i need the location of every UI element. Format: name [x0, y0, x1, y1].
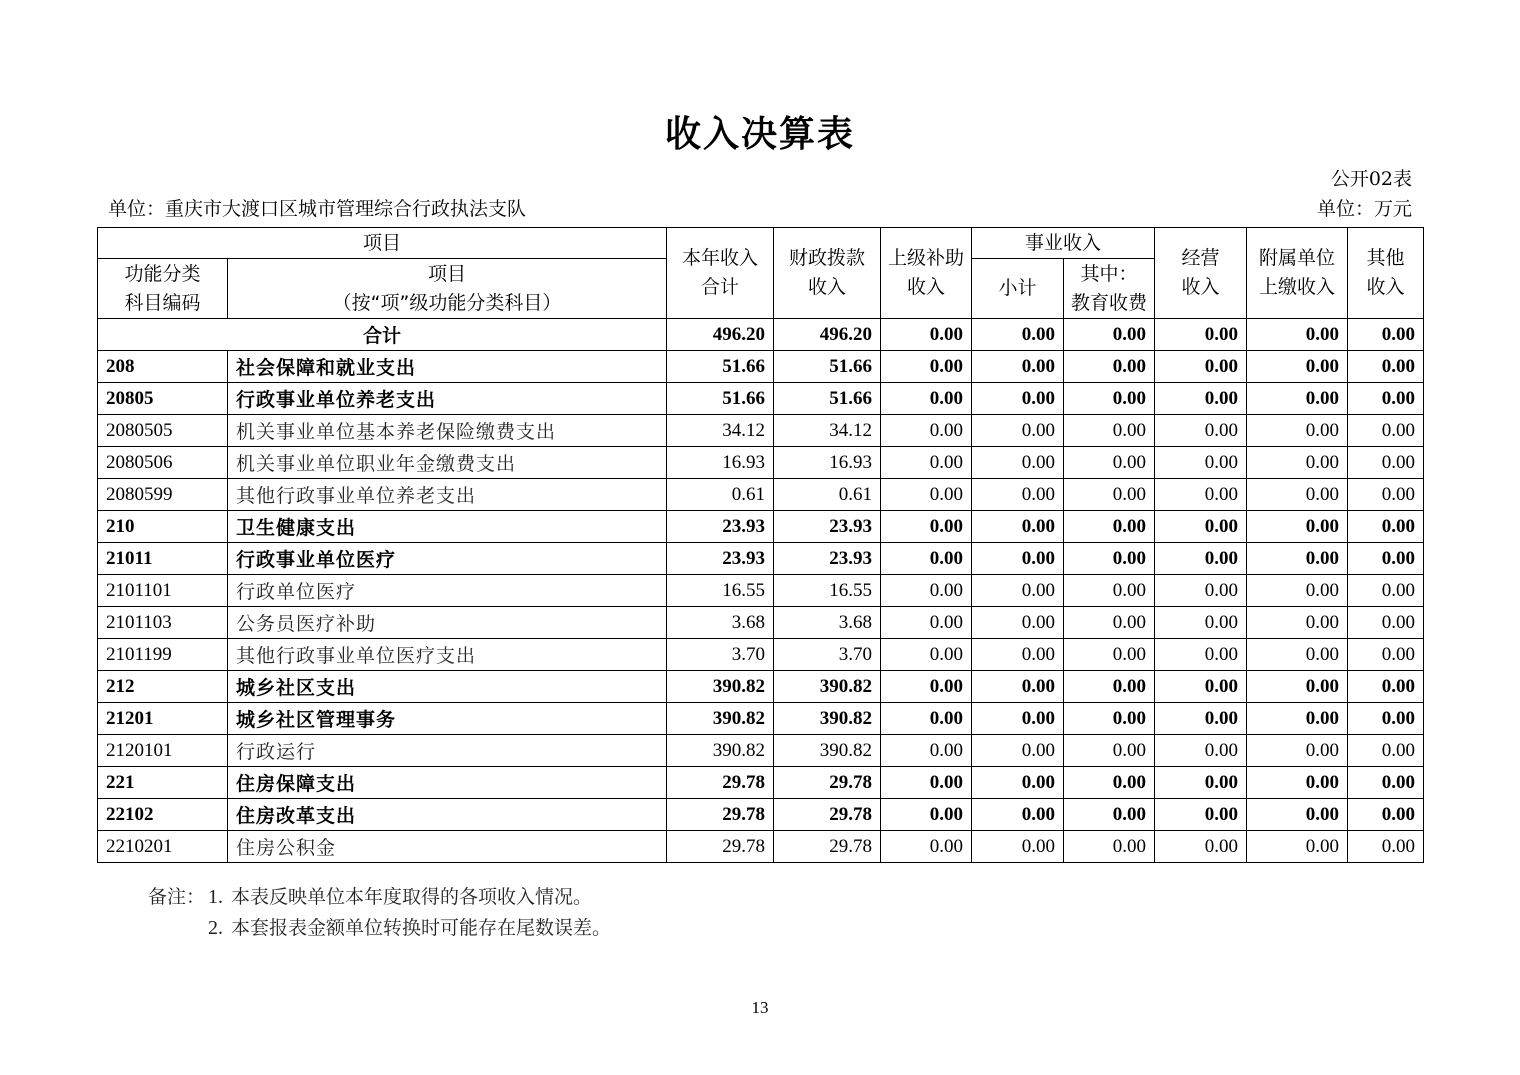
row-value: 0.00: [1247, 479, 1348, 511]
row-value: 0.00: [1247, 767, 1348, 799]
row-value: 0.00: [881, 351, 972, 383]
row-value: 0.00: [1247, 351, 1348, 383]
row-value: 0.00: [1155, 351, 1247, 383]
row-value: 0.00: [1064, 735, 1155, 767]
row-value: 0.00: [972, 799, 1064, 831]
reporting-unit: 单位：重庆市大渡口区城市管理综合行政执法支队: [108, 198, 527, 220]
row-value: 0.00: [1348, 671, 1424, 703]
row-code: 21201: [98, 703, 228, 735]
row-name: 社会保障和就业支出: [228, 351, 667, 383]
total-row: [98, 319, 1424, 351]
row-value: 0.00: [1247, 671, 1348, 703]
row-value: 0.00: [881, 703, 972, 735]
header-affiliated: 附属单位 上缴收入: [1247, 228, 1348, 319]
row-name: 公务员医疗补助: [228, 607, 667, 639]
row-value: 0.00: [1155, 607, 1247, 639]
row-value: 390.82: [667, 703, 774, 735]
header-fiscal: 财政拨款 收入: [774, 228, 881, 319]
row-name: 住房公积金: [228, 831, 667, 863]
row-value: 0.61: [774, 479, 881, 511]
row-value: 0.00: [881, 607, 972, 639]
row-value: 0.00: [1155, 831, 1247, 863]
row-value: 3.68: [667, 607, 774, 639]
header-code: 功能分类 科目编码: [98, 259, 228, 319]
row-value: 0.00: [1348, 351, 1424, 383]
row-value: 0.00: [1064, 607, 1155, 639]
row-value: 0.00: [1155, 575, 1247, 607]
header-subtotal: 小计: [972, 259, 1064, 319]
row-value: 0.00: [881, 447, 972, 479]
row-value: 0.00: [1247, 447, 1348, 479]
row-name: 卫生健康支出: [228, 511, 667, 543]
row-value: 23.93: [774, 543, 881, 575]
row-value: 0.00: [972, 479, 1064, 511]
row-code: 2080506: [98, 447, 228, 479]
row-code: 2210201: [98, 831, 228, 863]
table-row: [98, 831, 1424, 863]
row-value: 16.55: [667, 575, 774, 607]
row-value: 0.00: [881, 831, 972, 863]
table-row: [98, 799, 1424, 831]
row-value: 16.55: [774, 575, 881, 607]
total-label: 合计: [98, 319, 667, 351]
row-code: 212: [98, 671, 228, 703]
row-name: 行政事业单位医疗: [228, 543, 667, 575]
row-value: 0.00: [1155, 447, 1247, 479]
row-value: 0.00: [972, 607, 1064, 639]
header-career-group: 事业收入: [972, 228, 1155, 259]
row-code: 22102: [98, 799, 228, 831]
row-value: 0.00: [1247, 799, 1348, 831]
note-text: 本表反映单位本年度取得的各项收入情况。: [231, 886, 593, 908]
row-value: 0.00: [1247, 575, 1348, 607]
row-name: 行政单位医疗: [228, 575, 667, 607]
row-value: 390.82: [667, 735, 774, 767]
row-value: 0.00: [1348, 799, 1424, 831]
note-number: 1.: [208, 886, 223, 908]
total-cell: 0.00: [1247, 319, 1348, 351]
row-value: 51.66: [774, 351, 881, 383]
row-value: 3.70: [667, 639, 774, 671]
row-value: 0.00: [1064, 447, 1155, 479]
row-value: 0.00: [1348, 575, 1424, 607]
row-value: 0.00: [1064, 703, 1155, 735]
row-value: 0.61: [667, 479, 774, 511]
income-table: [97, 227, 1424, 863]
row-value: 0.00: [1155, 479, 1247, 511]
row-name: 其他行政事业单位医疗支出: [228, 639, 667, 671]
row-value: 0.00: [972, 735, 1064, 767]
row-value: 0.00: [972, 511, 1064, 543]
total-cell: 496.20: [774, 319, 881, 351]
row-value: 0.00: [881, 543, 972, 575]
row-value: 0.00: [881, 415, 972, 447]
row-value: 29.78: [667, 799, 774, 831]
row-value: 0.00: [1064, 543, 1155, 575]
row-value: 0.00: [1064, 511, 1155, 543]
table-row: [98, 479, 1424, 511]
table-row: [98, 735, 1424, 767]
total-cell: 0.00: [1348, 319, 1424, 351]
row-value: 0.00: [1348, 607, 1424, 639]
row-value: 16.93: [774, 447, 881, 479]
row-value: 29.78: [774, 831, 881, 863]
row-code: 208: [98, 351, 228, 383]
row-value: 0.00: [1247, 703, 1348, 735]
notes: [148, 882, 611, 944]
row-value: 0.00: [1348, 767, 1424, 799]
row-value: 0.00: [1348, 831, 1424, 863]
row-value: 23.93: [667, 511, 774, 543]
row-value: 390.82: [774, 703, 881, 735]
currency-unit: 单位：万元: [1316, 198, 1412, 220]
row-value: 0.00: [1247, 511, 1348, 543]
row-name: 行政运行: [228, 735, 667, 767]
header-upper-subsidy: 上级补助 收入: [881, 228, 972, 319]
row-value: 51.66: [667, 351, 774, 383]
row-value: 3.70: [774, 639, 881, 671]
row-value: 0.00: [881, 383, 972, 415]
row-value: 0.00: [881, 575, 972, 607]
row-value: 0.00: [1155, 671, 1247, 703]
row-value: 0.00: [1348, 703, 1424, 735]
table-row: [98, 543, 1424, 575]
row-value: 0.00: [972, 415, 1064, 447]
table-row: [98, 415, 1424, 447]
row-value: 29.78: [774, 799, 881, 831]
row-value: 0.00: [1064, 671, 1155, 703]
row-value: 29.78: [667, 767, 774, 799]
row-value: 0.00: [1064, 767, 1155, 799]
notes-label: 备注：: [148, 886, 206, 908]
table-row: [98, 639, 1424, 671]
row-value: 390.82: [774, 735, 881, 767]
row-value: 0.00: [881, 799, 972, 831]
row-value: 0.00: [972, 543, 1064, 575]
row-value: 0.00: [972, 351, 1064, 383]
total-cell: 0.00: [972, 319, 1064, 351]
row-value: 0.00: [1064, 383, 1155, 415]
row-value: 0.00: [1247, 607, 1348, 639]
row-value: 0.00: [1155, 639, 1247, 671]
table-row: [98, 671, 1424, 703]
row-value: 0.00: [1247, 383, 1348, 415]
table-row: [98, 351, 1424, 383]
table-row: [98, 511, 1424, 543]
row-value: 0.00: [1155, 767, 1247, 799]
header-other: 其他 收入: [1348, 228, 1424, 319]
row-value: 0.00: [1064, 639, 1155, 671]
row-value: 0.00: [881, 511, 972, 543]
header-name: 项目 （按“项”级功能分类科目）: [228, 259, 667, 319]
row-value: 0.00: [972, 767, 1064, 799]
row-value: 0.00: [1348, 447, 1424, 479]
table-row: [98, 767, 1424, 799]
row-name: 其他行政事业单位养老支出: [228, 479, 667, 511]
row-value: 34.12: [667, 415, 774, 447]
row-value: 0.00: [1155, 735, 1247, 767]
row-value: 0.00: [1064, 351, 1155, 383]
header-education-fee: 其中： 教育收费: [1064, 259, 1155, 319]
row-value: 0.00: [1155, 511, 1247, 543]
row-value: 23.93: [667, 543, 774, 575]
total-cell: 0.00: [1155, 319, 1247, 351]
row-value: 0.00: [1247, 831, 1348, 863]
row-code: 221: [98, 767, 228, 799]
row-value: 0.00: [1064, 415, 1155, 447]
row-value: 0.00: [1064, 479, 1155, 511]
row-value: 0.00: [972, 831, 1064, 863]
row-value: 0.00: [1348, 383, 1424, 415]
row-code: 20805: [98, 383, 228, 415]
row-value: 0.00: [881, 767, 972, 799]
row-value: 0.00: [1348, 639, 1424, 671]
row-code: 2101101: [98, 575, 228, 607]
total-cell: 0.00: [1064, 319, 1155, 351]
row-value: 0.00: [1155, 799, 1247, 831]
total-cell: 0.00: [881, 319, 972, 351]
row-value: 0.00: [972, 703, 1064, 735]
row-value: 0.00: [881, 639, 972, 671]
row-value: 0.00: [1064, 575, 1155, 607]
row-value: 0.00: [972, 639, 1064, 671]
row-value: 0.00: [881, 671, 972, 703]
row-value: 16.93: [667, 447, 774, 479]
row-code: 2101199: [98, 639, 228, 671]
row-value: 3.68: [774, 607, 881, 639]
row-value: 29.78: [667, 831, 774, 863]
row-value: 23.93: [774, 511, 881, 543]
row-name: 住房保障支出: [228, 767, 667, 799]
row-code: 21011: [98, 543, 228, 575]
row-value: 0.00: [1348, 415, 1424, 447]
row-value: 0.00: [1348, 735, 1424, 767]
row-name: 机关事业单位职业年金缴费支出: [228, 447, 667, 479]
row-value: 0.00: [881, 479, 972, 511]
header-business: 经营 收入: [1155, 228, 1247, 319]
row-value: 0.00: [1155, 415, 1247, 447]
row-name: 城乡社区支出: [228, 671, 667, 703]
header-item-group: 项目: [98, 228, 667, 259]
row-value: 0.00: [881, 735, 972, 767]
header-total: 本年收入 合计: [667, 228, 774, 319]
row-value: 0.00: [972, 383, 1064, 415]
row-code: 2101103: [98, 607, 228, 639]
row-value: 0.00: [1155, 543, 1247, 575]
row-value: 0.00: [1247, 735, 1348, 767]
table-row: [98, 447, 1424, 479]
row-value: 0.00: [972, 575, 1064, 607]
row-value: 390.82: [667, 671, 774, 703]
row-value: 0.00: [1064, 799, 1155, 831]
row-value: 0.00: [1348, 511, 1424, 543]
table-row: [98, 703, 1424, 735]
row-value: 0.00: [1348, 543, 1424, 575]
table-row: [98, 383, 1424, 415]
row-name: 行政事业单位养老支出: [228, 383, 667, 415]
row-value: 0.00: [972, 447, 1064, 479]
row-value: 51.66: [774, 383, 881, 415]
page-number: 13: [751, 998, 769, 1017]
row-value: 0.00: [1348, 479, 1424, 511]
row-name: 机关事业单位基本养老保险缴费支出: [228, 415, 667, 447]
page-title: 收入决算表: [664, 114, 855, 155]
row-code: 210: [98, 511, 228, 543]
table-row: [98, 607, 1424, 639]
row-value: 29.78: [774, 767, 881, 799]
note-number: 2.: [208, 917, 223, 939]
form-number: 公开02表: [1330, 168, 1412, 190]
row-name: 城乡社区管理事务: [228, 703, 667, 735]
row-code: 2080505: [98, 415, 228, 447]
row-value: 34.12: [774, 415, 881, 447]
row-code: 2080599: [98, 479, 228, 511]
row-value: 0.00: [1155, 703, 1247, 735]
row-value: 0.00: [1247, 415, 1348, 447]
row-code: 2120101: [98, 735, 228, 767]
row-value: 51.66: [667, 383, 774, 415]
row-value: 0.00: [1247, 543, 1348, 575]
row-value: 0.00: [1155, 383, 1247, 415]
table-row: [98, 575, 1424, 607]
row-name: 住房改革支出: [228, 799, 667, 831]
row-value: 0.00: [972, 671, 1064, 703]
total-cell: 496.20: [667, 319, 774, 351]
note-text: 本套报表金额单位转换时可能存在尾数误差。: [231, 917, 612, 939]
row-value: 0.00: [1247, 639, 1348, 671]
row-value: 0.00: [1064, 831, 1155, 863]
row-value: 390.82: [774, 671, 881, 703]
